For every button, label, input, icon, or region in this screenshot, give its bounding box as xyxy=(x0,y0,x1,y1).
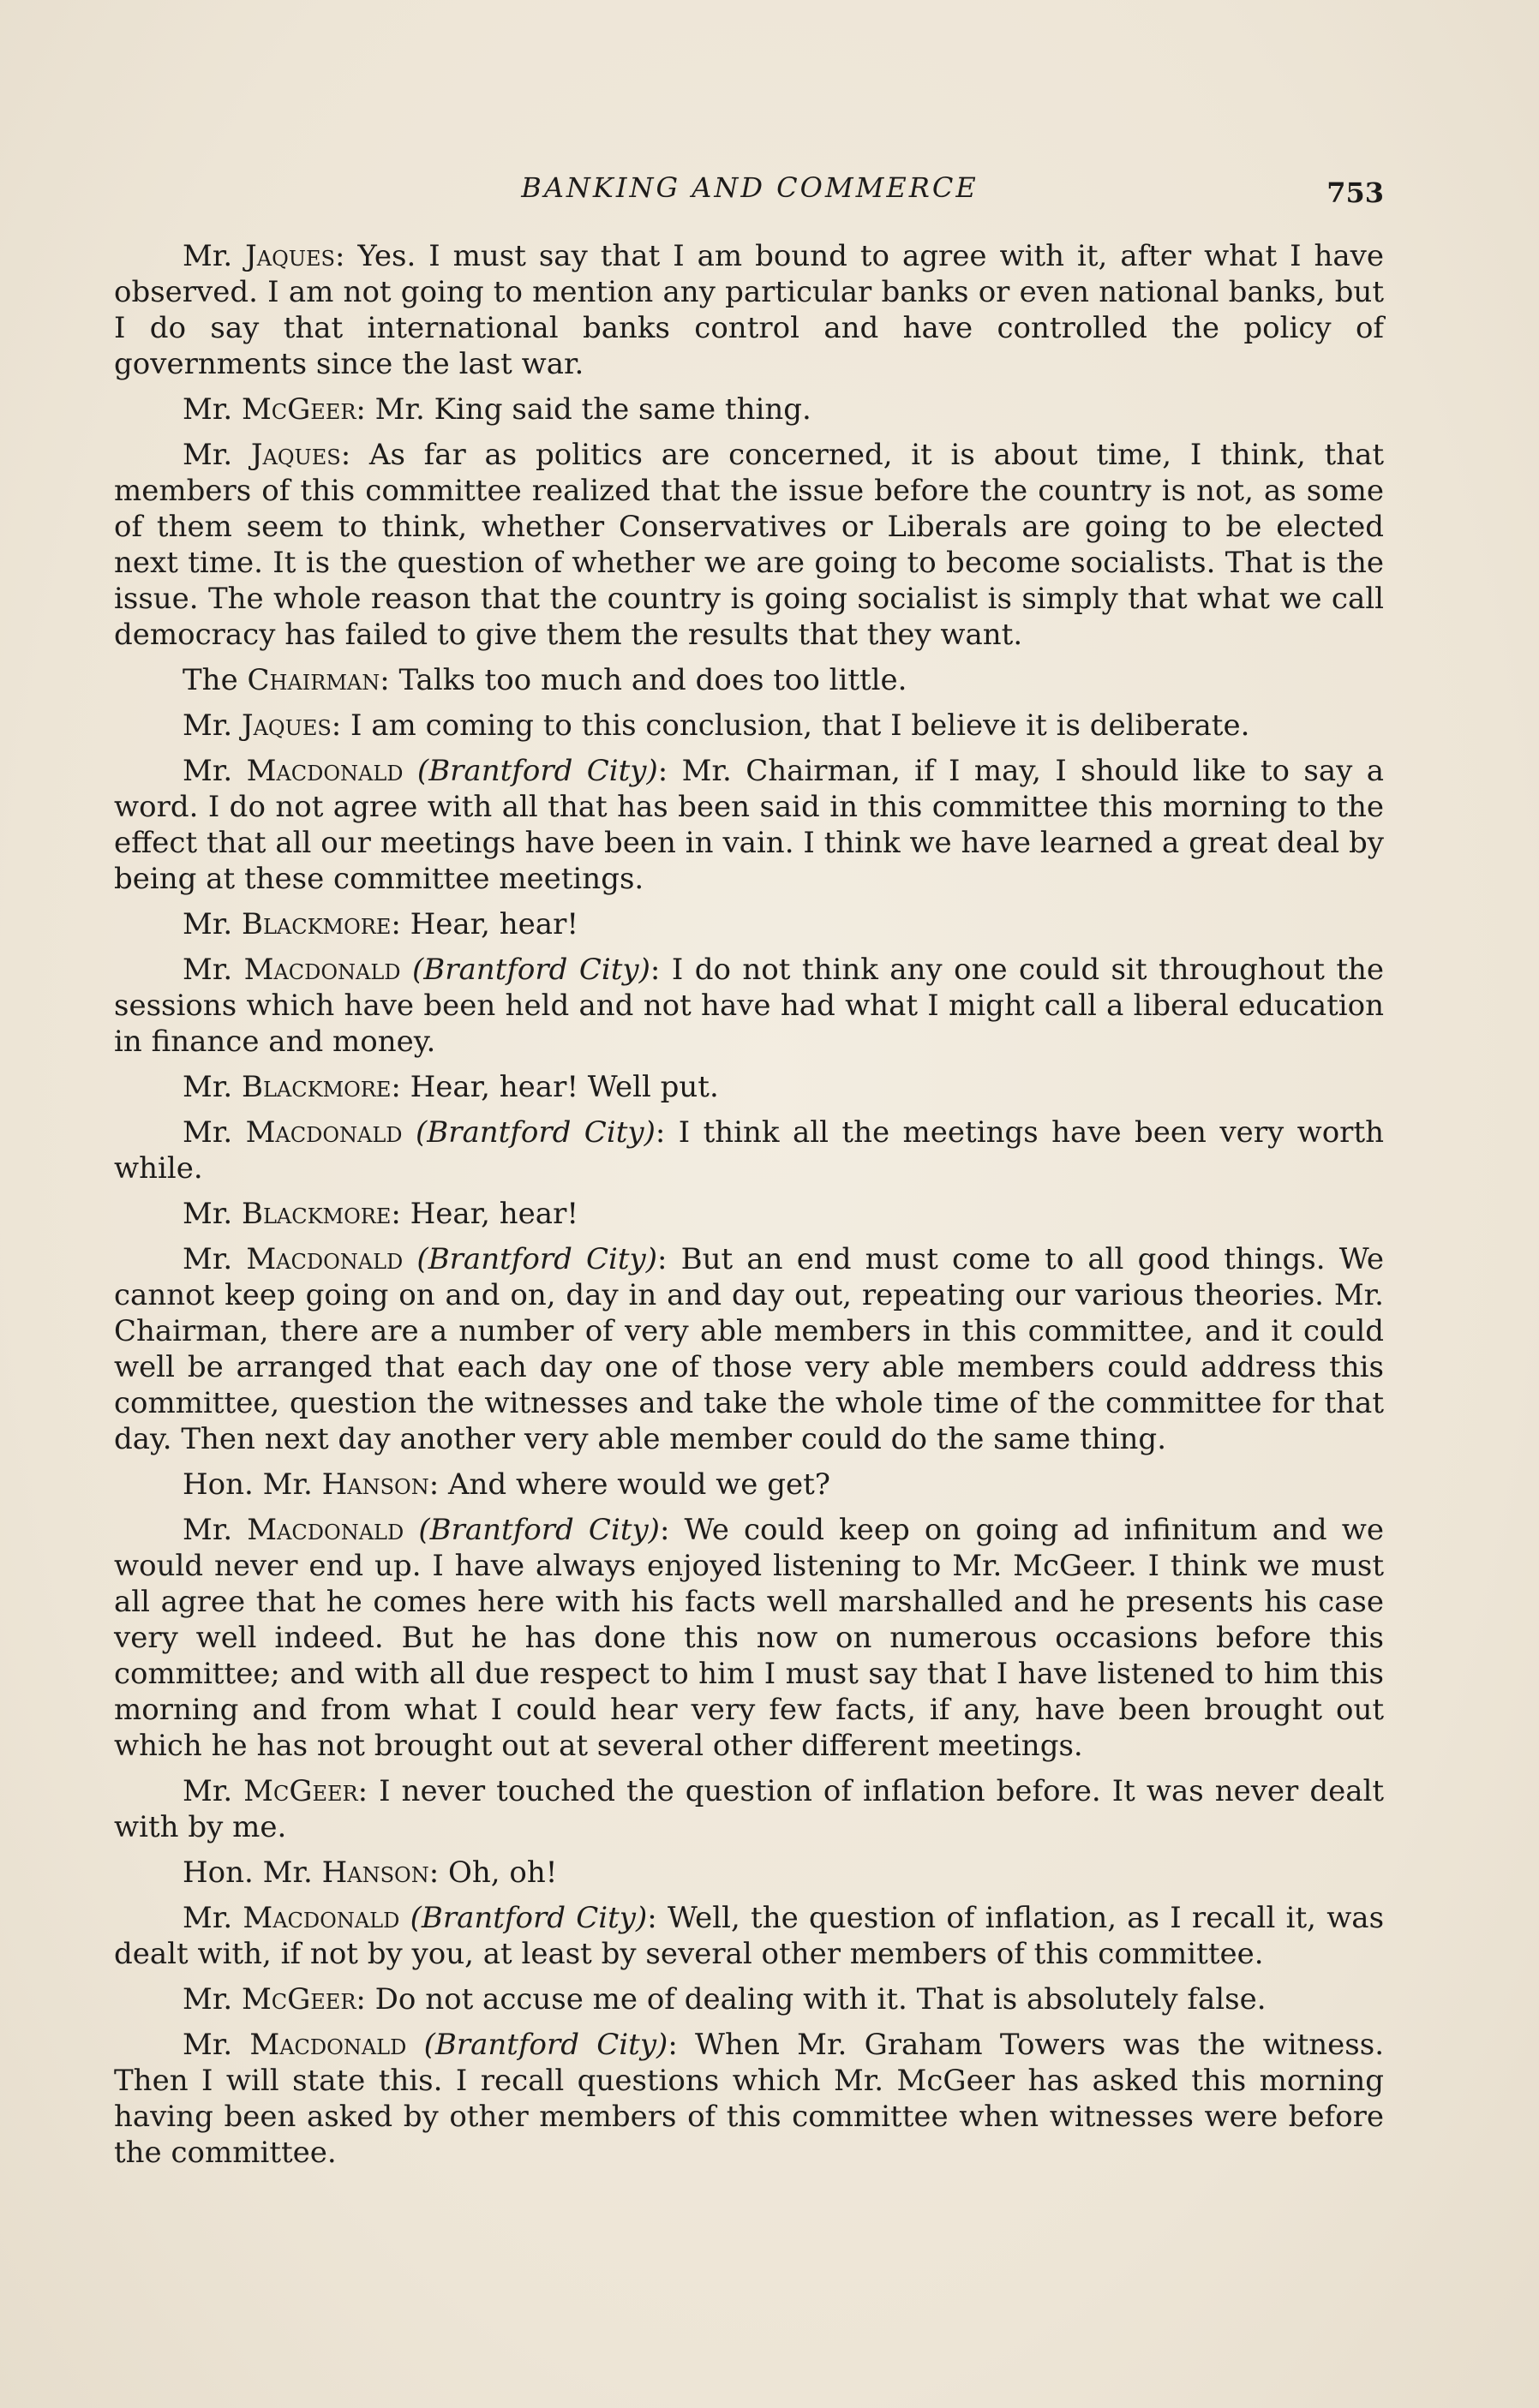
paragraph-text: : Mr. King said the same thing. xyxy=(356,392,811,427)
speaker-name: Jaques xyxy=(245,239,335,273)
paragraph xyxy=(114,1196,1384,1232)
paragraph-text: : Oh, oh! xyxy=(428,1855,558,1890)
speaker-name: Macdonald xyxy=(243,1901,400,1935)
paragraph-text: : Hear, hear! xyxy=(391,907,578,941)
speaker-prefix: Mr. xyxy=(183,1982,242,2017)
speaker-name: McGeer xyxy=(241,392,356,427)
speaker-name: Macdonald xyxy=(243,953,401,987)
paragraph xyxy=(114,437,1384,653)
paragraph-text: : Mr. Chairman, if I may, I should like to say a word. I do not agree with all that has been said in this committee this morning to the effect that all our meetings have been in vain. I think we have learned a great deal by being at these committee meetings. xyxy=(114,754,1384,896)
paragraph-text: : Talks too much and does too little. xyxy=(380,663,907,697)
paragraph-text: : And where would we get? xyxy=(428,1467,831,1502)
speaker-name: Jaques xyxy=(250,438,341,472)
speaker-prefix: Mr. xyxy=(183,754,247,788)
speaker-name: Macdonald xyxy=(246,754,404,788)
speaker-prefix: Mr. xyxy=(183,907,242,941)
speaker-prefix: Mr. xyxy=(183,1197,242,1231)
paragraph xyxy=(114,1241,1384,1457)
speaker-affiliation: (Brantford City) xyxy=(399,1901,648,1935)
paragraph-text: : I never touched the question of inflation before. It was never dealt with by me. xyxy=(114,1774,1385,1844)
page-header xyxy=(116,171,1384,214)
speaker-prefix: Mr. xyxy=(183,1901,243,1935)
paragraph-text: : Hear, hear! Well put. xyxy=(391,1070,719,1104)
speaker-affiliation: (Brantford City) xyxy=(404,1513,660,1547)
speaker-prefix: Hon. Mr. xyxy=(183,1855,322,1890)
speaker-name: Hanson xyxy=(321,1855,429,1890)
paragraph xyxy=(114,1855,1384,1891)
paragraph xyxy=(114,906,1384,942)
paragraph-text: : Do not accuse me of dealing with it. That is absolutely false. xyxy=(356,1982,1267,2017)
paragraph xyxy=(114,708,1384,744)
paragraph xyxy=(114,1069,1384,1105)
speaker-prefix: The xyxy=(183,663,248,697)
speaker-name: Macdonald xyxy=(249,2028,407,2062)
paragraph-text: : I think all the meetings have been very worth while. xyxy=(114,1115,1384,1186)
paragraph xyxy=(114,391,1384,427)
speaker-prefix: Mr. xyxy=(183,239,246,273)
paragraph xyxy=(114,1773,1384,1845)
paragraph-text: : I am coming to this conclusion, that I believe it is deliberate. xyxy=(331,708,1250,743)
paragraph-text: : Well, the question of inflation, as I recall it, was dealt with, if not by you, at least by several other members of this committee. xyxy=(114,1901,1385,1971)
paragraph xyxy=(114,662,1384,698)
paragraph xyxy=(114,1467,1384,1503)
speaker-prefix: Mr. xyxy=(183,1242,247,1276)
speaker-prefix: Hon. Mr. xyxy=(183,1467,322,1502)
paragraph-text: : Hear, hear! xyxy=(391,1197,578,1231)
speaker-prefix: Mr. xyxy=(183,392,242,427)
paragraph xyxy=(114,952,1384,1060)
paragraph-text: : I do not think any one could sit throughout the sessions which have been held and not have had what I might call a liberal education in finance and money. xyxy=(114,953,1384,1059)
speaker-affiliation: (Brantford City) xyxy=(403,1242,658,1276)
transcript-body xyxy=(114,238,1384,2180)
speaker-prefix: Mr. xyxy=(183,2028,250,2062)
speaker-name: Chairman xyxy=(247,663,380,697)
speaker-prefix: Mr. xyxy=(183,1070,242,1104)
paragraph xyxy=(114,753,1384,897)
paragraph xyxy=(114,1114,1384,1186)
speaker-affiliation: (Brantford City) xyxy=(402,1115,656,1150)
paragraph-text: : Yes. I must say that I am bound to agree with it, after what I have observed. I am not going to mention any particular banks or even national banks, but I do say that international banks control and have controlled the policy of governments since the last war. xyxy=(114,239,1384,381)
speaker-name: Macdonald xyxy=(245,1115,403,1150)
speaker-name: Jaques xyxy=(241,708,332,743)
speaker-name: Blackmore xyxy=(241,1197,392,1231)
running-title: BANKING AND COMMERCE xyxy=(521,171,979,204)
speaker-prefix: Mr. xyxy=(183,438,251,472)
speaker-prefix: Mr. xyxy=(183,1513,248,1547)
speaker-prefix: Mr. xyxy=(183,708,242,743)
paragraph-text: : As far as politics are concerned, it is about time, I think, that members of this committee realized that the issue before the country is not, as some of them seem to think, whether Conservatives or Liberals are going to be elected next time. It is the question of whether we are going to become socialists. That is the issue. The whole reason that the country is going socialist is simply that what we call democracy has failed to give them the results that they want. xyxy=(114,438,1384,652)
paragraph-text: : But an end must come to all good things. We cannot keep going on and on, day in and day out, repeating our various theories. Mr. Chairman, there are a number of very able members in this committee, and it could well be arranged that each day one of those very able members could address this committee, question the witnesses and take the whole time of the committee for that day. Then next day another very able member could do the same thing. xyxy=(114,1242,1385,1456)
speaker-name: Blackmore xyxy=(241,1070,392,1104)
paragraph xyxy=(114,1981,1384,2017)
paragraph xyxy=(114,238,1384,382)
speaker-name: Blackmore xyxy=(241,907,392,941)
speaker-affiliation: (Brantford City) xyxy=(403,754,658,788)
speaker-affiliation: (Brantford City) xyxy=(406,2028,668,2062)
paragraph-text: : When Mr. Graham Towers was the witness. Then I will state this. I recall questions which Mr. McGeer has asked this morning having been asked by other members of this committee when witnesses were before the committee. xyxy=(114,2028,1385,2170)
paragraph xyxy=(114,1900,1384,1972)
speaker-prefix: Mr. xyxy=(183,1115,246,1150)
speaker-prefix: Mr. xyxy=(183,953,244,987)
paragraph xyxy=(114,1512,1384,1764)
paragraph-text: : We could keep on going ad infinitum and we would never end up. I have always enjoyed listening to Mr. McGeer. I think we must all agree that he comes here with his facts well marshalled and he presents his case very well indeed. But he has done this now on numerous occasions before this committee; and with all due respect to him I must say that I have listened to him this morning and from what I could hear very few facts, if any, have been brought out which he has not brought out at several other different meetings. xyxy=(114,1513,1384,1763)
speaker-name: McGeer xyxy=(241,1982,356,2017)
speaker-name: McGeer xyxy=(243,1774,358,1808)
speaker-name: Macdonald xyxy=(247,1513,404,1547)
paragraph xyxy=(114,2027,1384,2171)
page-number: 753 xyxy=(1326,176,1384,209)
speaker-name: Hanson xyxy=(321,1467,429,1502)
speaker-name: Macdonald xyxy=(246,1242,404,1276)
speaker-prefix: Mr. xyxy=(183,1774,244,1808)
speaker-affiliation: (Brantford City) xyxy=(400,953,650,987)
